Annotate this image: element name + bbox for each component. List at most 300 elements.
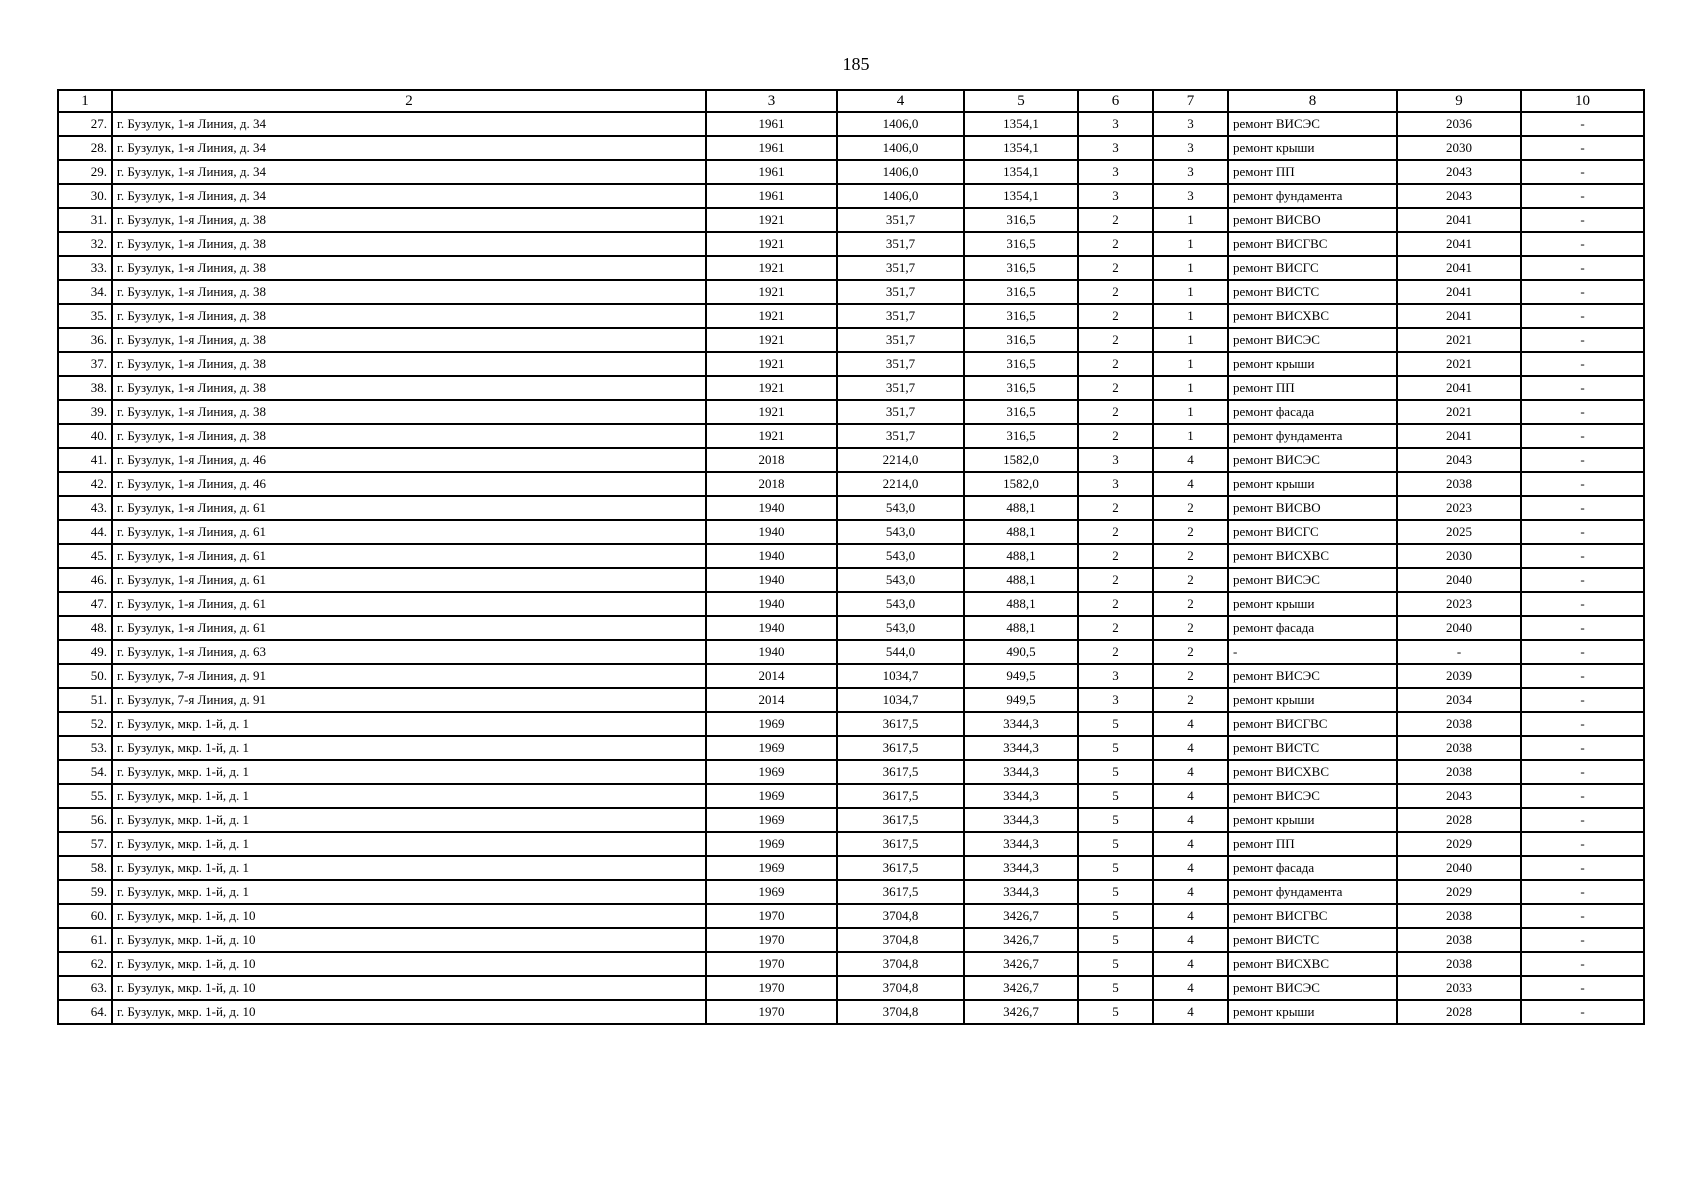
cell-work-type: ремонт крыши <box>1228 688 1397 712</box>
cell-note: - <box>1521 784 1644 808</box>
cell-note: - <box>1521 400 1644 424</box>
cell-living-area: 1354,1 <box>964 184 1078 208</box>
cell-planned-year: 2029 <box>1397 880 1521 904</box>
cell-planned-year: 2038 <box>1397 928 1521 952</box>
cell-build-year: 2014 <box>706 688 837 712</box>
cell-row-number: 32. <box>58 232 112 256</box>
cell-build-year: 2018 <box>706 448 837 472</box>
cell-total-area: 3704,8 <box>837 1000 964 1024</box>
cell-total-area: 3617,5 <box>837 712 964 736</box>
cell-address: г. Бузулук, мкр. 1-й, д. 10 <box>112 976 706 1000</box>
cell-row-number: 64. <box>58 1000 112 1024</box>
cell-note: - <box>1521 304 1644 328</box>
cell-living-area: 316,5 <box>964 256 1078 280</box>
cell-work-type: ремонт ВИСЭС <box>1228 448 1397 472</box>
cell-living-area: 3344,3 <box>964 808 1078 832</box>
page-number: 185 <box>842 54 870 74</box>
cell-address: г. Бузулук, 1-я Линия, д. 46 <box>112 472 706 496</box>
cell-entrances: 1 <box>1153 352 1228 376</box>
cell-work-type: ремонт фундамента <box>1228 184 1397 208</box>
cell-floors: 3 <box>1078 184 1153 208</box>
cell-build-year: 1940 <box>706 616 837 640</box>
cell-row-number: 50. <box>58 664 112 688</box>
cell-planned-year: 2043 <box>1397 784 1521 808</box>
cell-address: г. Бузулук, 1-я Линия, д. 38 <box>112 328 706 352</box>
table-row <box>58 592 1644 616</box>
cell-work-type: ремонт ВИСЭС <box>1228 568 1397 592</box>
cell-note: - <box>1521 112 1644 136</box>
cell-work-type: ремонт ВИСТС <box>1228 928 1397 952</box>
table-row <box>58 136 1644 160</box>
cell-planned-year: 2038 <box>1397 952 1521 976</box>
cell-work-type: ремонт ПП <box>1228 160 1397 184</box>
cell-address: г. Бузулук, 1-я Линия, д. 61 <box>112 568 706 592</box>
table-row <box>58 760 1644 784</box>
cell-work-type: ремонт фундамента <box>1228 880 1397 904</box>
table-row <box>58 784 1644 808</box>
housing-repair-table <box>57 89 1645 1025</box>
cell-floors: 3 <box>1078 136 1153 160</box>
cell-living-area: 316,5 <box>964 352 1078 376</box>
table-row <box>58 1000 1644 1024</box>
cell-planned-year: 2029 <box>1397 832 1521 856</box>
cell-row-number: 57. <box>58 832 112 856</box>
cell-note: - <box>1521 952 1644 976</box>
cell-total-area: 544,0 <box>837 640 964 664</box>
cell-note: - <box>1521 376 1644 400</box>
cell-planned-year: - <box>1397 640 1521 664</box>
cell-address: г. Бузулук, мкр. 1-й, д. 1 <box>112 880 706 904</box>
cell-floors: 5 <box>1078 736 1153 760</box>
cell-planned-year: 2041 <box>1397 256 1521 280</box>
cell-entrances: 4 <box>1153 856 1228 880</box>
cell-build-year: 1921 <box>706 352 837 376</box>
cell-note: - <box>1521 208 1644 232</box>
cell-address: г. Бузулук, 1-я Линия, д. 38 <box>112 304 706 328</box>
cell-living-area: 3426,7 <box>964 976 1078 1000</box>
cell-row-number: 35. <box>58 304 112 328</box>
cell-entrances: 2 <box>1153 664 1228 688</box>
cell-total-area: 351,7 <box>837 376 964 400</box>
cell-planned-year: 2041 <box>1397 280 1521 304</box>
cell-living-area: 949,5 <box>964 664 1078 688</box>
cell-work-type: ремонт ВИСЭС <box>1228 112 1397 136</box>
cell-note: - <box>1521 544 1644 568</box>
cell-planned-year: 2030 <box>1397 544 1521 568</box>
cell-work-type: ремонт ВИСЭС <box>1228 784 1397 808</box>
cell-note: - <box>1521 880 1644 904</box>
cell-living-area: 3344,3 <box>964 712 1078 736</box>
cell-work-type: ремонт ВИСВО <box>1228 208 1397 232</box>
cell-total-area: 3704,8 <box>837 928 964 952</box>
cell-row-number: 58. <box>58 856 112 880</box>
table-row <box>58 736 1644 760</box>
cell-work-type: ремонт фасада <box>1228 616 1397 640</box>
cell-note: - <box>1521 592 1644 616</box>
cell-row-number: 39. <box>58 400 112 424</box>
cell-floors: 5 <box>1078 1000 1153 1024</box>
cell-address: г. Бузулук, 1-я Линия, д. 34 <box>112 160 706 184</box>
cell-row-number: 43. <box>58 496 112 520</box>
cell-living-area: 488,1 <box>964 592 1078 616</box>
cell-planned-year: 2033 <box>1397 976 1521 1000</box>
cell-entrances: 1 <box>1153 400 1228 424</box>
cell-build-year: 1921 <box>706 256 837 280</box>
cell-living-area: 488,1 <box>964 616 1078 640</box>
cell-build-year: 1970 <box>706 928 837 952</box>
cell-entrances: 1 <box>1153 256 1228 280</box>
cell-row-number: 62. <box>58 952 112 976</box>
cell-living-area: 488,1 <box>964 520 1078 544</box>
cell-address: г. Бузулук, 7-я Линия, д. 91 <box>112 664 706 688</box>
cell-build-year: 1940 <box>706 520 837 544</box>
cell-build-year: 1969 <box>706 880 837 904</box>
cell-work-type: ремонт ВИСЭС <box>1228 328 1397 352</box>
cell-work-type: ремонт ВИСХВС <box>1228 304 1397 328</box>
cell-floors: 2 <box>1078 328 1153 352</box>
table-row <box>58 424 1644 448</box>
cell-work-type: ремонт ПП <box>1228 832 1397 856</box>
cell-total-area: 543,0 <box>837 520 964 544</box>
cell-planned-year: 2023 <box>1397 592 1521 616</box>
cell-floors: 2 <box>1078 592 1153 616</box>
cell-living-area: 1582,0 <box>964 472 1078 496</box>
header-cell: 9 <box>1397 90 1521 112</box>
table-body <box>58 112 1644 1024</box>
cell-total-area: 3617,5 <box>837 856 964 880</box>
table-row <box>58 376 1644 400</box>
cell-total-area: 351,7 <box>837 328 964 352</box>
cell-row-number: 38. <box>58 376 112 400</box>
cell-row-number: 37. <box>58 352 112 376</box>
cell-floors: 3 <box>1078 160 1153 184</box>
table-row <box>58 304 1644 328</box>
cell-entrances: 1 <box>1153 304 1228 328</box>
cell-build-year: 1921 <box>706 280 837 304</box>
cell-address: г. Бузулук, 1-я Линия, д. 63 <box>112 640 706 664</box>
cell-entrances: 4 <box>1153 760 1228 784</box>
cell-address: г. Бузулук, 1-я Линия, д. 34 <box>112 112 706 136</box>
cell-entrances: 4 <box>1153 832 1228 856</box>
cell-living-area: 488,1 <box>964 568 1078 592</box>
cell-note: - <box>1521 520 1644 544</box>
cell-planned-year: 2041 <box>1397 304 1521 328</box>
cell-floors: 5 <box>1078 976 1153 1000</box>
cell-row-number: 27. <box>58 112 112 136</box>
cell-work-type: ремонт ВИСЭС <box>1228 976 1397 1000</box>
cell-address: г. Бузулук, мкр. 1-й, д. 1 <box>112 736 706 760</box>
cell-planned-year: 2028 <box>1397 808 1521 832</box>
header-cell: 3 <box>706 90 837 112</box>
cell-living-area: 3426,7 <box>964 1000 1078 1024</box>
cell-row-number: 54. <box>58 760 112 784</box>
cell-row-number: 31. <box>58 208 112 232</box>
cell-total-area: 351,7 <box>837 352 964 376</box>
cell-address: г. Бузулук, 1-я Линия, д. 61 <box>112 520 706 544</box>
cell-living-area: 3344,3 <box>964 832 1078 856</box>
header-cell: 10 <box>1521 90 1644 112</box>
cell-planned-year: 2041 <box>1397 376 1521 400</box>
table-row <box>58 352 1644 376</box>
cell-build-year: 1969 <box>706 832 837 856</box>
cell-total-area: 1406,0 <box>837 160 964 184</box>
cell-entrances: 2 <box>1153 496 1228 520</box>
cell-total-area: 3704,8 <box>837 952 964 976</box>
cell-note: - <box>1521 424 1644 448</box>
cell-work-type: ремонт ВИСГВС <box>1228 904 1397 928</box>
cell-planned-year: 2040 <box>1397 616 1521 640</box>
cell-build-year: 1969 <box>706 736 837 760</box>
cell-total-area: 3617,5 <box>837 832 964 856</box>
cell-row-number: 29. <box>58 160 112 184</box>
header-cell: 8 <box>1228 90 1397 112</box>
cell-living-area: 1354,1 <box>964 112 1078 136</box>
table-row <box>58 904 1644 928</box>
cell-living-area: 488,1 <box>964 496 1078 520</box>
cell-floors: 3 <box>1078 472 1153 496</box>
cell-planned-year: 2041 <box>1397 208 1521 232</box>
cell-planned-year: 2043 <box>1397 184 1521 208</box>
cell-address: г. Бузулук, 1-я Линия, д. 38 <box>112 280 706 304</box>
cell-planned-year: 2034 <box>1397 688 1521 712</box>
cell-entrances: 4 <box>1153 976 1228 1000</box>
table-row <box>58 832 1644 856</box>
cell-planned-year: 2043 <box>1397 448 1521 472</box>
cell-note: - <box>1521 448 1644 472</box>
cell-planned-year: 2043 <box>1397 160 1521 184</box>
cell-total-area: 3704,8 <box>837 976 964 1000</box>
cell-row-number: 36. <box>58 328 112 352</box>
cell-note: - <box>1521 640 1644 664</box>
cell-work-type: ремонт крыши <box>1228 808 1397 832</box>
cell-living-area: 316,5 <box>964 208 1078 232</box>
header-cell: 6 <box>1078 90 1153 112</box>
cell-planned-year: 2023 <box>1397 496 1521 520</box>
cell-row-number: 60. <box>58 904 112 928</box>
cell-build-year: 1921 <box>706 208 837 232</box>
cell-entrances: 4 <box>1153 1000 1228 1024</box>
cell-work-type: ремонт крыши <box>1228 592 1397 616</box>
cell-living-area: 316,5 <box>964 304 1078 328</box>
cell-row-number: 44. <box>58 520 112 544</box>
table-row <box>58 280 1644 304</box>
cell-row-number: 41. <box>58 448 112 472</box>
cell-total-area: 3617,5 <box>837 736 964 760</box>
cell-floors: 3 <box>1078 112 1153 136</box>
cell-build-year: 1940 <box>706 640 837 664</box>
cell-living-area: 3426,7 <box>964 904 1078 928</box>
cell-address: г. Бузулук, 1-я Линия, д. 38 <box>112 352 706 376</box>
cell-note: - <box>1521 184 1644 208</box>
cell-work-type: ремонт ВИСГВС <box>1228 712 1397 736</box>
cell-address: г. Бузулук, 1-я Линия, д. 38 <box>112 208 706 232</box>
cell-address: г. Бузулук, мкр. 1-й, д. 1 <box>112 784 706 808</box>
cell-living-area: 3344,3 <box>964 784 1078 808</box>
cell-entrances: 4 <box>1153 736 1228 760</box>
cell-total-area: 3617,5 <box>837 760 964 784</box>
cell-living-area: 3344,3 <box>964 880 1078 904</box>
cell-note: - <box>1521 472 1644 496</box>
cell-planned-year: 2038 <box>1397 904 1521 928</box>
cell-entrances: 3 <box>1153 160 1228 184</box>
cell-entrances: 1 <box>1153 424 1228 448</box>
cell-build-year: 1940 <box>706 496 837 520</box>
cell-entrances: 2 <box>1153 592 1228 616</box>
cell-entrances: 2 <box>1153 640 1228 664</box>
table-row <box>58 616 1644 640</box>
cell-total-area: 1406,0 <box>837 184 964 208</box>
cell-build-year: 1940 <box>706 592 837 616</box>
cell-note: - <box>1521 976 1644 1000</box>
cell-entrances: 4 <box>1153 808 1228 832</box>
cell-build-year: 2014 <box>706 664 837 688</box>
cell-planned-year: 2041 <box>1397 424 1521 448</box>
table-row <box>58 472 1644 496</box>
cell-note: - <box>1521 496 1644 520</box>
cell-living-area: 3344,3 <box>964 736 1078 760</box>
cell-planned-year: 2038 <box>1397 736 1521 760</box>
cell-build-year: 1921 <box>706 232 837 256</box>
cell-entrances: 1 <box>1153 328 1228 352</box>
header-cell: 2 <box>112 90 706 112</box>
cell-living-area: 490,5 <box>964 640 1078 664</box>
cell-total-area: 543,0 <box>837 544 964 568</box>
cell-build-year: 1970 <box>706 1000 837 1024</box>
cell-note: - <box>1521 760 1644 784</box>
cell-row-number: 33. <box>58 256 112 280</box>
cell-total-area: 543,0 <box>837 496 964 520</box>
cell-note: - <box>1521 352 1644 376</box>
cell-work-type: ремонт фундамента <box>1228 424 1397 448</box>
cell-work-type: ремонт крыши <box>1228 352 1397 376</box>
cell-address: г. Бузулук, мкр. 1-й, д. 10 <box>112 1000 706 1024</box>
table-row <box>58 256 1644 280</box>
cell-floors: 2 <box>1078 496 1153 520</box>
cell-floors: 2 <box>1078 208 1153 232</box>
header-cell: 1 <box>58 90 112 112</box>
cell-row-number: 46. <box>58 568 112 592</box>
cell-row-number: 61. <box>58 928 112 952</box>
cell-total-area: 1406,0 <box>837 112 964 136</box>
cell-work-type: ремонт крыши <box>1228 472 1397 496</box>
cell-floors: 3 <box>1078 448 1153 472</box>
table-row <box>58 184 1644 208</box>
cell-build-year: 1921 <box>706 328 837 352</box>
cell-total-area: 351,7 <box>837 256 964 280</box>
cell-note: - <box>1521 904 1644 928</box>
table-row <box>58 856 1644 880</box>
cell-address: г. Бузулук, мкр. 1-й, д. 1 <box>112 808 706 832</box>
cell-note: - <box>1521 832 1644 856</box>
table-row <box>58 448 1644 472</box>
cell-work-type: ремонт ВИСТС <box>1228 280 1397 304</box>
cell-total-area: 351,7 <box>837 424 964 448</box>
cell-total-area: 543,0 <box>837 592 964 616</box>
cell-entrances: 4 <box>1153 904 1228 928</box>
cell-floors: 5 <box>1078 952 1153 976</box>
cell-living-area: 3426,7 <box>964 952 1078 976</box>
cell-build-year: 1921 <box>706 400 837 424</box>
cell-living-area: 316,5 <box>964 328 1078 352</box>
cell-planned-year: 2030 <box>1397 136 1521 160</box>
cell-work-type: ремонт крыши <box>1228 136 1397 160</box>
cell-note: - <box>1521 616 1644 640</box>
cell-work-type: - <box>1228 640 1397 664</box>
cell-work-type: ремонт ВИСХВС <box>1228 544 1397 568</box>
cell-address: г. Бузулук, 1-я Линия, д. 38 <box>112 424 706 448</box>
cell-total-area: 3617,5 <box>837 808 964 832</box>
cell-work-type: ремонт ПП <box>1228 376 1397 400</box>
cell-total-area: 351,7 <box>837 208 964 232</box>
cell-total-area: 1034,7 <box>837 664 964 688</box>
cell-living-area: 1354,1 <box>964 136 1078 160</box>
cell-entrances: 4 <box>1153 712 1228 736</box>
cell-work-type: ремонт ВИСХВС <box>1228 952 1397 976</box>
cell-build-year: 1969 <box>706 856 837 880</box>
cell-entrances: 3 <box>1153 112 1228 136</box>
cell-total-area: 2214,0 <box>837 472 964 496</box>
cell-entrances: 1 <box>1153 280 1228 304</box>
cell-work-type: ремонт крыши <box>1228 1000 1397 1024</box>
cell-living-area: 316,5 <box>964 376 1078 400</box>
cell-planned-year: 2040 <box>1397 568 1521 592</box>
cell-address: г. Бузулук, мкр. 1-й, д. 10 <box>112 952 706 976</box>
cell-total-area: 3617,5 <box>837 880 964 904</box>
cell-floors: 5 <box>1078 760 1153 784</box>
cell-row-number: 63. <box>58 976 112 1000</box>
cell-entrances: 2 <box>1153 688 1228 712</box>
cell-living-area: 488,1 <box>964 544 1078 568</box>
cell-row-number: 28. <box>58 136 112 160</box>
cell-entrances: 4 <box>1153 472 1228 496</box>
cell-living-area: 316,5 <box>964 400 1078 424</box>
table-header-row <box>58 90 1644 112</box>
cell-row-number: 40. <box>58 424 112 448</box>
table-row <box>58 520 1644 544</box>
cell-row-number: 30. <box>58 184 112 208</box>
cell-work-type: ремонт ВИСЭС <box>1228 664 1397 688</box>
cell-floors: 2 <box>1078 376 1153 400</box>
cell-planned-year: 2038 <box>1397 712 1521 736</box>
cell-floors: 5 <box>1078 928 1153 952</box>
cell-total-area: 3704,8 <box>837 904 964 928</box>
cell-living-area: 949,5 <box>964 688 1078 712</box>
header-cell: 7 <box>1153 90 1228 112</box>
cell-entrances: 3 <box>1153 184 1228 208</box>
cell-living-area: 1582,0 <box>964 448 1078 472</box>
cell-build-year: 1940 <box>706 544 837 568</box>
cell-build-year: 1921 <box>706 424 837 448</box>
table-row <box>58 496 1644 520</box>
cell-address: г. Бузулук, мкр. 1-й, д. 1 <box>112 856 706 880</box>
cell-floors: 2 <box>1078 400 1153 424</box>
cell-planned-year: 2021 <box>1397 328 1521 352</box>
cell-planned-year: 2025 <box>1397 520 1521 544</box>
cell-floors: 5 <box>1078 784 1153 808</box>
table-row <box>58 208 1644 232</box>
cell-planned-year: 2040 <box>1397 856 1521 880</box>
table-row <box>58 880 1644 904</box>
cell-work-type: ремонт ВИСГВС <box>1228 232 1397 256</box>
cell-build-year: 1961 <box>706 136 837 160</box>
cell-entrances: 4 <box>1153 952 1228 976</box>
cell-note: - <box>1521 568 1644 592</box>
cell-entrances: 2 <box>1153 568 1228 592</box>
table-row <box>58 544 1644 568</box>
cell-address: г. Бузулук, 1-я Линия, д. 61 <box>112 544 706 568</box>
cell-build-year: 1969 <box>706 808 837 832</box>
cell-work-type: ремонт ВИСВО <box>1228 496 1397 520</box>
